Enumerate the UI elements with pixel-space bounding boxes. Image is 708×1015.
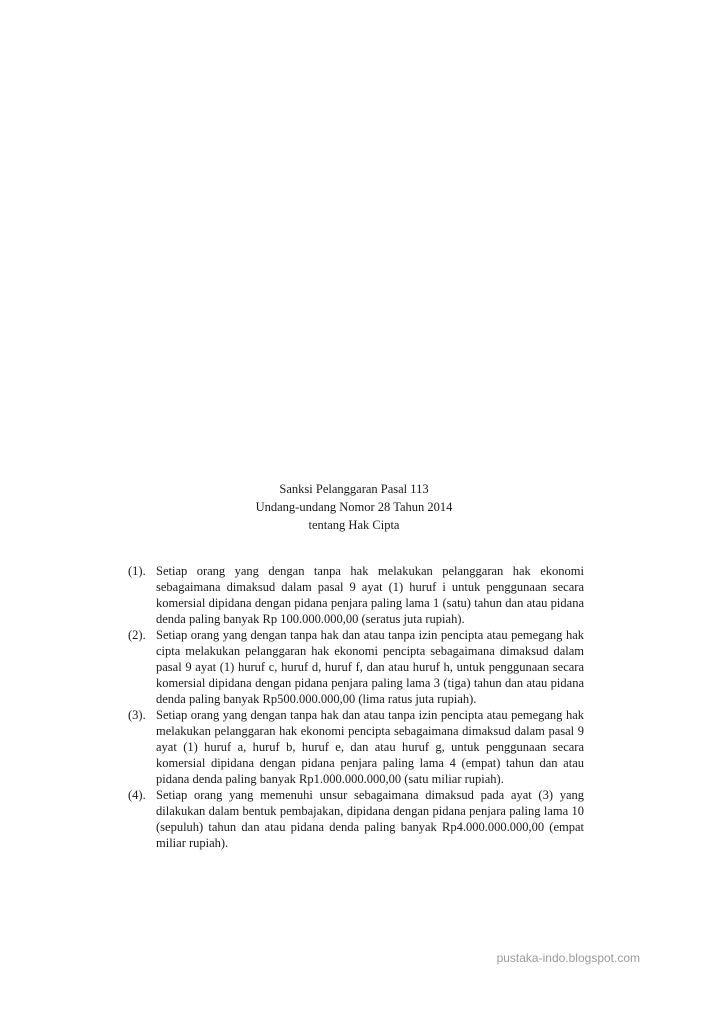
article-item-1 xyxy=(128,563,584,627)
article-text: Setiap orang yang dengan tanpa hak dan atau tanpa izin pencipta atau pemegang hak cipta melakukan pelanggaran hak ekonomi pencipta sebagaimana dimaksud dalam pasal 9 ayat (1) huruf c, huruf d, huruf f, dan atau huruf h, untuk penggunaan secara komersial dipidana dengan pidana penjara paling lama 3 (tiga) tahun dan atau pidana denda paling banyak Rp500.000.000,00 (lima ratus juta rupiah). xyxy=(156,628,584,706)
heading-subject: tentang Hak Cipta xyxy=(308,518,400,532)
article-number: (2). xyxy=(128,628,146,642)
heading-law-reference: Undang-undang Nomor 28 Tahun 2014 xyxy=(255,500,453,514)
article-number: (3). xyxy=(128,708,146,722)
article-item-4 xyxy=(128,787,584,851)
document-heading xyxy=(0,480,708,534)
sanction-articles-list xyxy=(128,563,584,851)
article-number: (4). xyxy=(128,788,146,802)
article-text: Setiap orang yang memenuhi unsur sebagaimana dimaksud pada ayat (3) yang dilakukan dalam bentuk pembajakan, dipidana dengan pidana penjara paling lama 10 (sepuluh) tahun dan atau pidana denda paling banyak Rp4.000.000.000,00 (empat miliar rupiah). xyxy=(156,788,584,850)
article-text: Setiap orang yang dengan tanpa hak dan atau tanpa izin pencipta atau pemegang hak melakukan pelanggaran hak ekonomi pencipta sebagaimana dimaksud dalam pasal 9 ayat (1) huruf a, huruf b, huruf e, dan atau huruf g, untuk penggunaan secara komersial dipidana dengan pidana penjara paling lama 4 (empat) tahun dan atau pidana denda paling banyak Rp1.000.000.000,00 (satu miliar rupiah). xyxy=(156,708,584,786)
article-text: Setiap orang yang dengan tanpa hak melakukan pelanggaran hak ekonomi sebagaimana dimaksud dalam pasal 9 ayat (1) huruf i untuk penggunaan secara komersial dipidana dengan pidana penjara paling lama 1 (satu) tahun dan atau pidana denda paling banyak Rp 100.000.000,00 (seratus juta rupiah). xyxy=(156,564,584,626)
article-number: (1). xyxy=(128,564,146,578)
watermark-text: pustaka-indo.blogspot.com xyxy=(496,951,640,965)
article-item-2 xyxy=(128,627,584,707)
article-item-3 xyxy=(128,707,584,787)
heading-title: Sanksi Pelanggaran Pasal 113 xyxy=(279,482,429,496)
